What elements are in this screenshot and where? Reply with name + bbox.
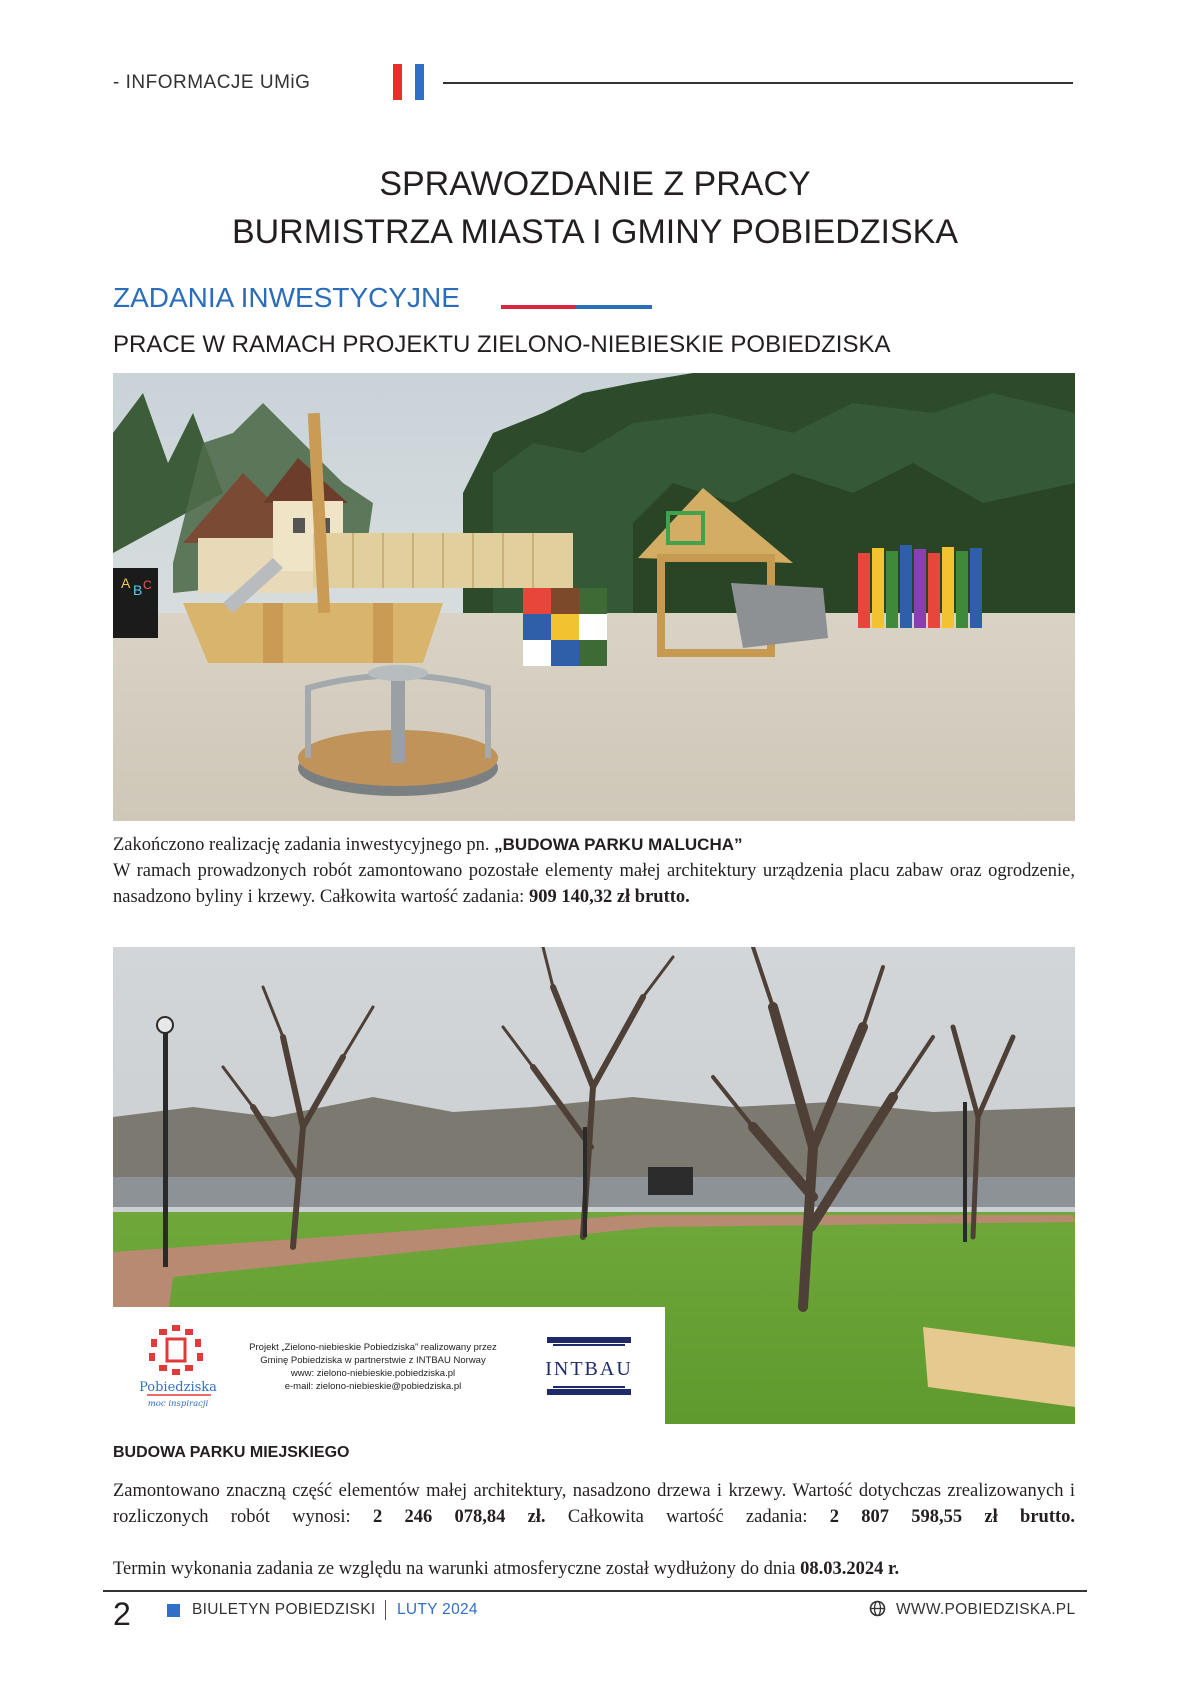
pobiedziska-logo bbox=[133, 1321, 223, 1411]
header-rule bbox=[443, 82, 1073, 84]
svg-text:C: C bbox=[143, 578, 152, 592]
page-number: 2 bbox=[113, 1596, 131, 1632]
park-photo bbox=[113, 947, 1075, 1424]
playground-photo bbox=[113, 373, 1075, 821]
publication-name: BIULETYN POBIEDZISKI bbox=[192, 1601, 376, 1618]
footer-rule bbox=[103, 1590, 1087, 1592]
banner-line4: e-mail: zielono-niebieskie@pobiedziska.pl bbox=[284, 1381, 462, 1392]
item2-body-a: Zamontowano znaczną część elementów małej architektury, nasadzono drzewa i krzewy. Wartość dotychczas zrealizowanych i rozliczonych robót wynosi: bbox=[113, 1481, 1075, 1527]
item2-body-c: Termin wykonania zadania ze względu na warunki atmosferyczne został wydłużony do dnia bbox=[113, 1559, 796, 1579]
svg-text:A: A bbox=[121, 575, 131, 591]
banner-text bbox=[228, 1341, 518, 1393]
intbau-text: INTBAU bbox=[545, 1358, 633, 1380]
sponsor-banner bbox=[113, 1307, 665, 1424]
section-label: - INFORMACJE UMiG bbox=[113, 72, 311, 93]
intbau-logo bbox=[543, 1335, 635, 1397]
item1-body-paragraph bbox=[113, 858, 1075, 910]
svg-text:B: B bbox=[133, 582, 143, 598]
website-link[interactable]: WWW.POBIEDZISKA.PL bbox=[896, 1601, 1076, 1618]
item1-body: W ramach prowadzonych robót zamontowano pozostałe elementy małej architektury urządzenia placu zabaw oraz ogrodzenie, nasadzono byliny i krzewy. Całkowita wartość zadania: bbox=[113, 861, 1075, 907]
item2-body-paragraph bbox=[113, 1478, 1075, 1530]
section-heading-underline bbox=[501, 305, 652, 309]
item1-lead: Zakończono realizację zadania inwestycyjnego pn. bbox=[113, 835, 490, 855]
flag-icon bbox=[393, 64, 430, 100]
footer-separator bbox=[385, 1600, 386, 1620]
item1-name: „BUDOWA PARKU MALUCHA” bbox=[494, 835, 743, 854]
item2-body-b: Całkowita wartość zadania: bbox=[567, 1507, 808, 1527]
item1-value: 909 140,32 zł brutto. bbox=[528, 887, 690, 907]
item2-value-a: 2 246 078,84 zł. bbox=[372, 1507, 546, 1527]
item2-value-b: 2 807 598,55 zł brutto. bbox=[829, 1507, 1076, 1527]
logo-tagline: moc inspiracji bbox=[147, 1399, 209, 1409]
page-title-line2: BURMISTRZA MIASTA I GMINY POBIEDZISKA bbox=[231, 213, 959, 251]
logo-text: Pobiedziska bbox=[139, 1380, 217, 1395]
banner-line3: www: zielono-niebieskie.pobiedziska.pl bbox=[290, 1368, 456, 1379]
section-heading: ZADANIA INWESTYCYJNE bbox=[113, 282, 460, 313]
banner-line2: Gminę Pobiedziska w partnerstwie z INTBAU Norway bbox=[260, 1355, 486, 1366]
project-heading: PRACE W RAMACH PROJEKTU ZIELONO-NIEBIESKIE POBIEDZISKA bbox=[113, 331, 891, 358]
item2-value-c: 08.03.2024 r. bbox=[800, 1559, 900, 1579]
globe-icon bbox=[869, 1600, 886, 1617]
item1-lead-paragraph bbox=[113, 832, 1075, 858]
item2-deadline-paragraph bbox=[113, 1556, 1075, 1582]
issue-date: LUTY 2024 bbox=[397, 1601, 478, 1618]
page-title-line1: SPRAWOZDANIE Z PRACY bbox=[379, 165, 811, 203]
square-icon bbox=[167, 1604, 180, 1617]
item2-heading: BUDOWA PARKU MIEJSKIEGO bbox=[113, 1444, 350, 1461]
banner-line1: Projekt „Zielono-niebieskie Pobiedziska” realizowany przez bbox=[249, 1342, 497, 1353]
